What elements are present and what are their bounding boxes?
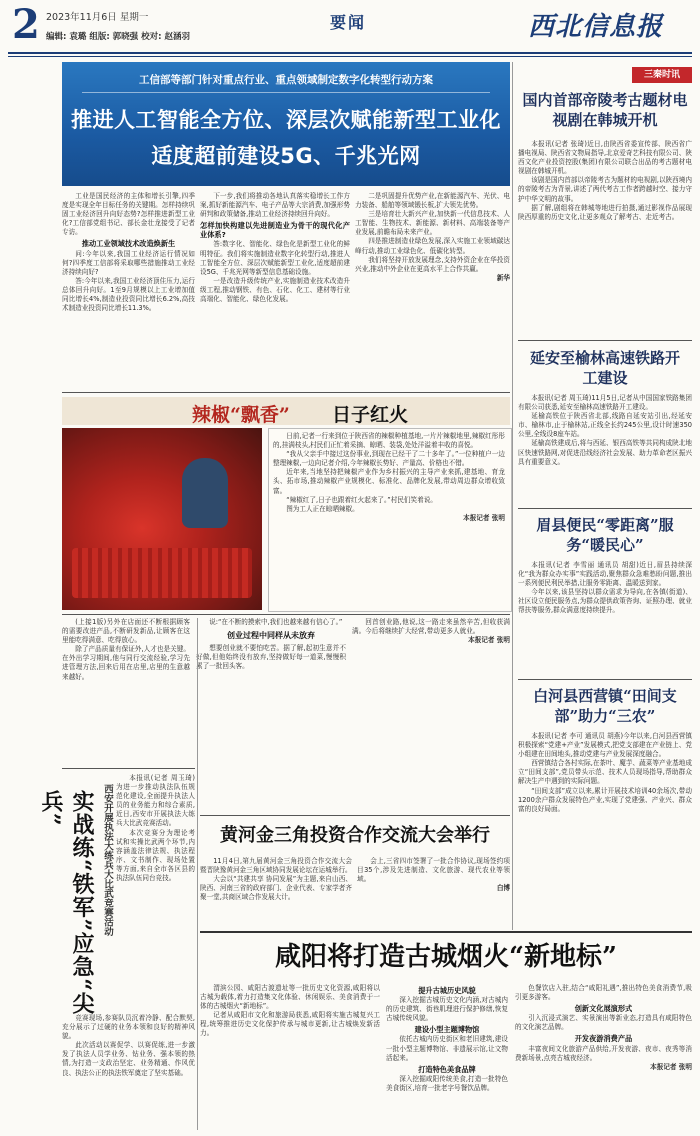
- yellow-river-headline: 黄河金三角投资合作交流大会举行: [220, 825, 490, 846]
- paragraph: 色餐饮店入驻,结合“咸阳礼遇”,推出特色美食消费节,吸引更多游客。: [515, 984, 692, 1002]
- chili-title-b: 日子红火: [332, 404, 409, 426]
- xianyang-subhead-1: 提升古城历史风貌: [418, 986, 476, 995]
- paragraph: 日前,记者一行来到位于陕西省的辣椒种植基地,一片片辣椒地里,辣椒红彤彤的,挂满枝头,村民们正忙着采摘、晾晒、装袋,处处洋溢着丰收的喜悦。: [273, 432, 505, 450]
- article-1-body: [518, 140, 692, 336]
- photo-caption: 图为工人正在晾晒辣椒。: [286, 504, 359, 513]
- paragraph: 一是改造升级传统产业,实施制造业技术改造升级工程,推动钢铁、有色、石化、化工、建材等行业高端化、智能化、绿色化发展。: [200, 276, 350, 304]
- paragraph: 我们将坚持开放发展理念,支持外资企业在华投资兴业,推动中外企业在更高水平上合作共赢。: [355, 255, 510, 273]
- yellow-river-byline: 白博: [496, 884, 510, 893]
- paragraph: 此次活动以赛促学、以赛促练,进一步激发了执法人员学业务、钻业务、强本领的热情,为打造一支政治坚定、业务精通、作风优良、执法公正的执法铁军奠定了坚实基础。: [62, 1041, 195, 1077]
- paragraph: 延榆高铁位于陕西省北部,线路自延安站引出,经延安市、榆林市,止于榆林站,正线全长约245公里,设计时速350公里,全线设8座车站。: [518, 412, 692, 439]
- lead-headline-line-2: 适度超前建设5G、千兆光网: [151, 144, 421, 168]
- xianyang-subhead-4: 创新文化展演形式: [574, 1004, 633, 1014]
- header-rule-thin: [8, 56, 692, 57]
- lead-body-col-2: [200, 192, 350, 388]
- yellow-river-col-2: [357, 857, 510, 927]
- chili-tray: [72, 548, 252, 598]
- article-divider: [518, 340, 692, 341]
- paragraph: 今年以来,该县坚持以群众需求为导向,在各镇(街道)、社区设立便民服务点,为群众提供政策咨询、证照办理、就业帮扶等服务,群众满意度持续提升。: [518, 588, 692, 615]
- section-rule: [62, 768, 195, 769]
- section-title: 要闻: [330, 13, 367, 32]
- paragraph: 近年来,当地坚持把辣椒产业作为乡村振兴的主导产业来抓,建基地、育龙头、拓市场,推动辣椒产业规模化、标准化、品牌化发展,带动周边群众增收致富。: [273, 468, 505, 495]
- article-3-title: 眉县便民“零距离”服务“暖民心”: [536, 516, 674, 554]
- banner-divider: [82, 92, 490, 93]
- xianyang-col-3: [515, 984, 692, 1130]
- paragraph: 本报讯(记者 周玉琦)为进一步推动执法队伍规范化建设,全面提升执法人员的业务能力和综合素质,近日,西安市开展执法大练兵大比武竞赛活动。: [116, 774, 195, 828]
- lead-body-col-1: [62, 192, 195, 388]
- column-divider: [197, 618, 198, 1130]
- paragraph: 本报讯(记者 李雪丽 通讯员 胡甜)近日,眉县持续深化“我为群众办实事”实践活动,聚焦群众急难愁盼问题,推出一系列便民利民举措,让服务零距离、温暖送到家。: [518, 561, 692, 588]
- paragraph: 本报讯(记者 张琦)近日,由陕西省委宣传部、陕西省广播电视局、陕西省文物局指导,北京爱奇艺科技有限公司、陕西文化产业投资控股(集团)有限公司联合出品的考古题材电视剧在韩城开机。: [518, 140, 692, 176]
- paragraph: 深入挖掘古城历史文化内涵,对古城内的历史建筑、街巷肌理进行保护修缮,恢复古城传统风貌。: [386, 996, 508, 1023]
- paragraph: 除了产品质量有保证外,人才也是关键。在外出学习期间,他与同行交流经验,学习先进管理方法,回来后用在店里,店里的生意越来越好。: [62, 645, 190, 681]
- article-divider: [518, 679, 692, 680]
- worker-figure: [182, 458, 228, 528]
- drill-body-bottom: [62, 1014, 195, 1130]
- lead-subhead-2: 怎样加快构建以先进制造业为骨干的现代化产业体系?: [200, 221, 350, 240]
- paragraph: 该剧是国内首部以帝陵考古为题材的电视剧,以陕西境内的帝陵考古为背景,讲述了两代考古工作者跨越时空、接力守护中华文明的故事。: [518, 176, 692, 203]
- page-number: 2: [12, 1, 40, 48]
- continuation-col-1: [62, 618, 190, 764]
- section-rule: [200, 931, 692, 933]
- column-divider: [512, 62, 513, 930]
- section-rule: [200, 815, 510, 816]
- paragraph: 二是巩固提升优势产业,在新能源汽车、光伏、电力装备、船舶等领域锻长板,扩大领先优势。: [355, 192, 510, 210]
- paragraph: 11月4日,第九届黄河金三角投资合作交流大会暨晋陕豫黄河金三角区域协同发展论坛在运城举行。: [200, 857, 352, 875]
- drill-subheadline: 西安开展执法大练兵大比武竞赛活动: [102, 784, 113, 936]
- section-tag: 三秦时讯: [632, 67, 692, 83]
- section-rule: [62, 614, 510, 615]
- drill-body-top: [116, 774, 195, 1010]
- paragraph: 大会以“共建共享 协同发展”为主题,来自山西、陕西、河南三省的政府部门、企业代表、专家学者齐聚一堂,共商区域合作发展大计。: [200, 875, 352, 902]
- lead-headline-banner: [62, 62, 510, 186]
- paragraph: 三是培育壮大新兴产业,加快新一代信息技术、人工智能、生物技术、新能源、新材料、高端装备等产业发展,前瞻布局未来产业。: [355, 210, 510, 237]
- paragraph: 四是推进制造业绿色发展,深入实施工业领域碳达峰行动,推动工业绿色化、低碳化转型。: [355, 237, 510, 255]
- section-rule: [62, 392, 510, 393]
- article-4-body: [518, 732, 692, 926]
- header-rule: [8, 52, 692, 54]
- paragraph: 问:今年以来,我国工业经济运行情况如何?四季度工信部将采取哪些措施推动工业经济持续向好?: [62, 249, 195, 276]
- article-1-title: 国内首部帝陵考古题材电视剧在韩城开机: [522, 91, 688, 129]
- xianyang-byline: 本报记者 张明: [650, 1062, 692, 1071]
- paragraph: 工业是国民经济的主体和增长引擎,四季度是实现全年目标任务的关键期。怎样持续巩固工业经济回升向好态势?怎样推进新型工业化?工信部党组书记、部长金壮龙接受了记者专访。: [62, 192, 195, 237]
- continuation-subhead: 创业过程中同样从未放弃: [227, 631, 315, 641]
- article-divider: [518, 508, 692, 509]
- masthead: 西北信息报: [528, 12, 664, 42]
- paragraph: 下一步,我们将推动各地认真落实稳增长工作方案,抓好新能源汽车、电子产品等大宗消费,加强形势研判和政策储备,推动工业经济持续回升向好。: [200, 192, 350, 219]
- lead-headline-line-1: 推进人工智能全方位、深层次赋能新型工业化: [71, 108, 501, 132]
- continuation-byline: 本报记者 张明: [468, 636, 510, 645]
- paragraph: “辣椒红了,日子也跟着红火起来了。”村民们笑着说。: [286, 495, 437, 504]
- paragraph: 深入挖掘咸阳传统美食,打造一批特色美食街区,培育一批老字号餐饮品牌。: [386, 1074, 508, 1092]
- article-4-title: 白河县西营镇“田间支部”助力“三农”: [533, 687, 677, 725]
- paragraph: 西营镇结合各村实际,在茶叶、魔芋、蔬菜等产业基地成立“田间支部”,党员带头示范、技术人员现场指导,帮助群众解决生产中遇到的实际问题。: [518, 759, 692, 786]
- lead-byline: 新华: [496, 273, 510, 282]
- paragraph: 答:数字化、智能化、绿色化是新型工业化的鲜明特征。我们将实施制造业数字化转型行动,推进人工智能全方位、深层次赋能新型工业化,适度超前建设5G、千兆光网等新型信息基础设施。: [200, 240, 350, 276]
- issue-date: 2023年11月6日 星期一: [46, 12, 149, 23]
- paragraph: 丰富夜间文化旅游产品供给,开发夜游、夜市、夜秀等消费新场景,点亮古城夜经济。: [515, 1044, 692, 1062]
- paragraph: 答:今年以来,我国工业经济顶住压力,运行总体回升向好。1至9月规模以上工业增加值同比增长4%,制造业投资同比增长6.2%,高技术制造业投资同比增长11.3%。: [62, 276, 195, 313]
- paragraph: “我从父亲手中接过这份事业,到现在已经干了二十多年了。”一位种植户一边整理辣椒,一边向记者介绍,今年辣椒长势好、产量高、价格也不错。: [273, 450, 505, 468]
- paragraph: 回首创业路,他说,这一路走来虽然辛苦,但收获满满。今后将继续扩大经营,带动更多人就业。: [352, 618, 510, 636]
- xianyang-col-1: [200, 984, 380, 1130]
- chili-feature-banner: [62, 397, 510, 425]
- paragraph: 引入沉浸式演艺、实景演出等新业态,打造具有咸阳特色的文化演艺品牌。: [515, 1014, 692, 1032]
- chili-title-a: 辣椒“飘香”: [192, 404, 290, 426]
- paragraph: 想要创业就不要怕吃苦。据了解,起初生意并不好做,但他始终没有放弃,坚持做好每一道菜,慢慢积累了一批回头客。: [196, 644, 346, 671]
- paragraph: 会上,三省四市签署了一批合作协议,现场签约项目35个,涉及先进制造、文化旅游、现代农业等领域。: [357, 857, 510, 884]
- paragraph: 本次竞赛分为理论考试和实操比武两个环节,内容涵盖法律法规、执法程序、文书制作、现场处置等方面,来自全市各区县的执法队伍同台竞技。: [116, 828, 195, 883]
- chili-body: [273, 432, 505, 606]
- xianyang-subhead-3: 打造特色美食品牌: [418, 1064, 476, 1074]
- paragraph: “田间支部”成立以来,累计开展技术培训40余场次,带动1200余户群众发展特色产业,实现了党建强、产业兴、群众富的良好局面。: [518, 786, 692, 813]
- article-3-body: [518, 561, 692, 675]
- paragraph: 本报讯(记者 周玉琦)11月5日,记者从中国国家铁路集团有限公司获悉,延安至榆林高速铁路开工建设。: [518, 394, 692, 412]
- continuation-col-2: [196, 618, 346, 810]
- paragraph: 渭滨公园、咸阳古渡遗址等一批历史文化资源,咸阳将以古城为载体,着力打造集文化体验、休闲娱乐、美食消费于一体的古城烟火“新地标”。: [200, 984, 380, 1011]
- paragraph: 竞赛现场,参赛队员沉着冷静、配合默契,充分展示了过硬的业务本领和良好的精神风貌。: [62, 1014, 195, 1041]
- article-2-body: [518, 394, 692, 504]
- xianyang-subhead-5: 开发夜游消费产品: [574, 1034, 633, 1044]
- lead-body-col-3: [355, 192, 510, 388]
- drill-headline: 实战练“铁军”应急“尖兵”: [38, 790, 95, 1015]
- paragraph: (上接1版)另外在店面还不断根据顾客的需要改进产品,不断研发新品,让顾客在这里能吃得满意、吃得放心。: [62, 618, 190, 645]
- paragraph: 据了解,剧组将在韩城等地进行拍摄,通过影视作品展现陕西厚重的历史文化,让更多观众了解考古、走近考古。: [518, 203, 692, 221]
- xianyang-headline: 咸阳将打造古城烟火“新地标”: [275, 942, 617, 972]
- paragraph: 本报讯(记者 李可 通讯员 胡燕)今年以来,白河县西营镇积极探索“党建+产业”发展模式,把党支部建在产业链上、党小组建在田间地头,推动党建与产业发展深度融合。: [518, 732, 692, 759]
- editor-credits: 编辑: 袁璐 组版: 郭晓强 校对: 赵涵羽: [46, 32, 190, 42]
- paragraph: 记者从咸阳市文化和旅游局获悉,咸阳将实施古城复兴工程,统筹推进历史文化保护传承与城市更新,让古城焕发新活力。: [200, 1011, 380, 1038]
- paragraph: 延榆高铁建成后,将与西延、银西高铁等共同构成陕北地区快速铁路网,对促进沿线经济社会发展、助力革命老区振兴具有重要意义。: [518, 439, 692, 466]
- yellow-river-col-1: [200, 857, 352, 927]
- xianyang-col-2: [386, 984, 508, 1130]
- article-2-title: 延安至榆林高速铁路开工建设: [530, 349, 681, 387]
- continuation-col-3: [352, 618, 510, 810]
- lead-subhead-1: 推动工业领域技术改造焕新生: [81, 239, 176, 249]
- paragraph: 说:“在不断的摸索中,我们也越来越有信心了。”: [209, 618, 343, 626]
- lead-kicker: 工信部等部门针对重点行业、重点领域制定数字化转型行动方案: [139, 74, 433, 86]
- xianyang-subhead-2: 建设小型主题博物馆: [414, 1025, 480, 1035]
- paragraph: 依托古城内历史街区和老旧建筑,建设一批小型主题博物馆、非遗展示馆,让文物活起来。: [386, 1035, 508, 1062]
- chili-photo: [62, 428, 262, 610]
- chili-byline: 本报记者 张明: [463, 513, 505, 522]
